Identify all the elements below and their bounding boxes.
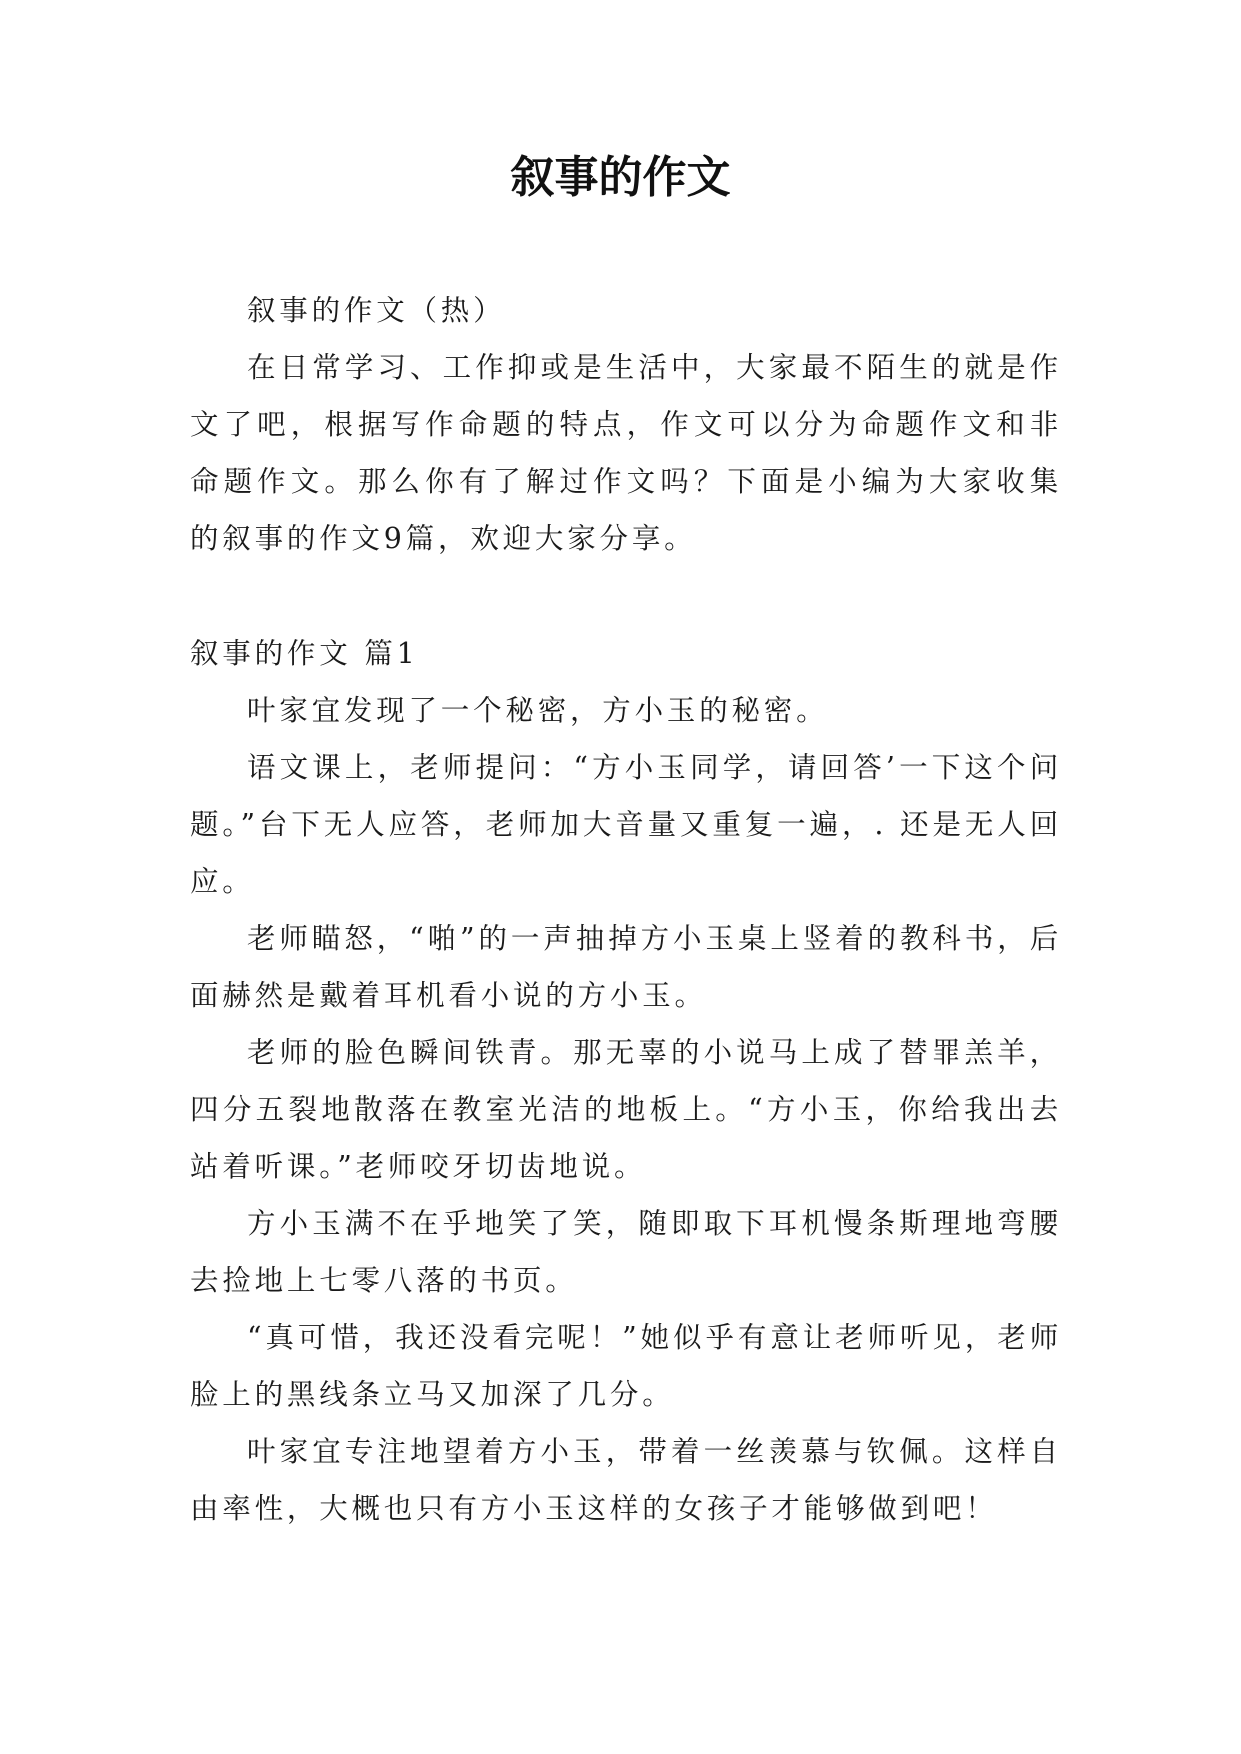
- paragraph: 老师瞄怒，“啪”的一声抽掉方小玉桌上竖着的教科书，后面赫然是戴着耳机看小说的方小玉。: [190, 922, 1062, 1012]
- paragraph: “真可惜，我还没看完呢！”她似乎有意让老师听见，老师脸上的黑线条立马又加深了几分。: [190, 1321, 1062, 1411]
- section-heading: 叙事的作文 篇1: [190, 637, 419, 670]
- paragraph: 叶家宜专注地望着方小玉，带着一丝羡慕与钦佩。这样自由率性，大概也只有方小玉这样的女孩子才能够做到吧！: [190, 1435, 1062, 1525]
- intro-paragraph: 在日常学习、工作抑或是生活中，大家最不陌生的就是作文了吧，根据写作命题的特点，作文可以分为命题作文和非命题作文。那么你有了解过作文吗？下面是小编为大家收集的叙事的作文9篇，欢迎大家分享。: [190, 351, 1062, 555]
- paragraph: 叶家宜发现了一个秘密，方小玉的秘密。: [247, 694, 829, 727]
- document-body: [190, 282, 1062, 1537]
- document-title: 叙事的作文: [510, 152, 731, 203]
- paragraph: 老师的脸色瞬间铁青。那无辜的小说马上成了替罪羔羊，四分五裂地散落在教室光洁的地板上。“方小玉，你给我出去站着听课。”老师咬牙切齿地说。: [190, 1036, 1062, 1183]
- document-subtitle: 叙事的作文（热）: [247, 294, 506, 327]
- paragraph: 方小玉满不在乎地笑了笑，随即取下耳机慢条斯理地弯腰去捡地上七零八落的书页。: [190, 1207, 1062, 1297]
- paragraph: 语文课上，老师提问：“方小玉同学，请回答’一下这个问题。”台下无人应答，老师加大音量又重复一遍，. 还是无人回应。: [190, 751, 1062, 898]
